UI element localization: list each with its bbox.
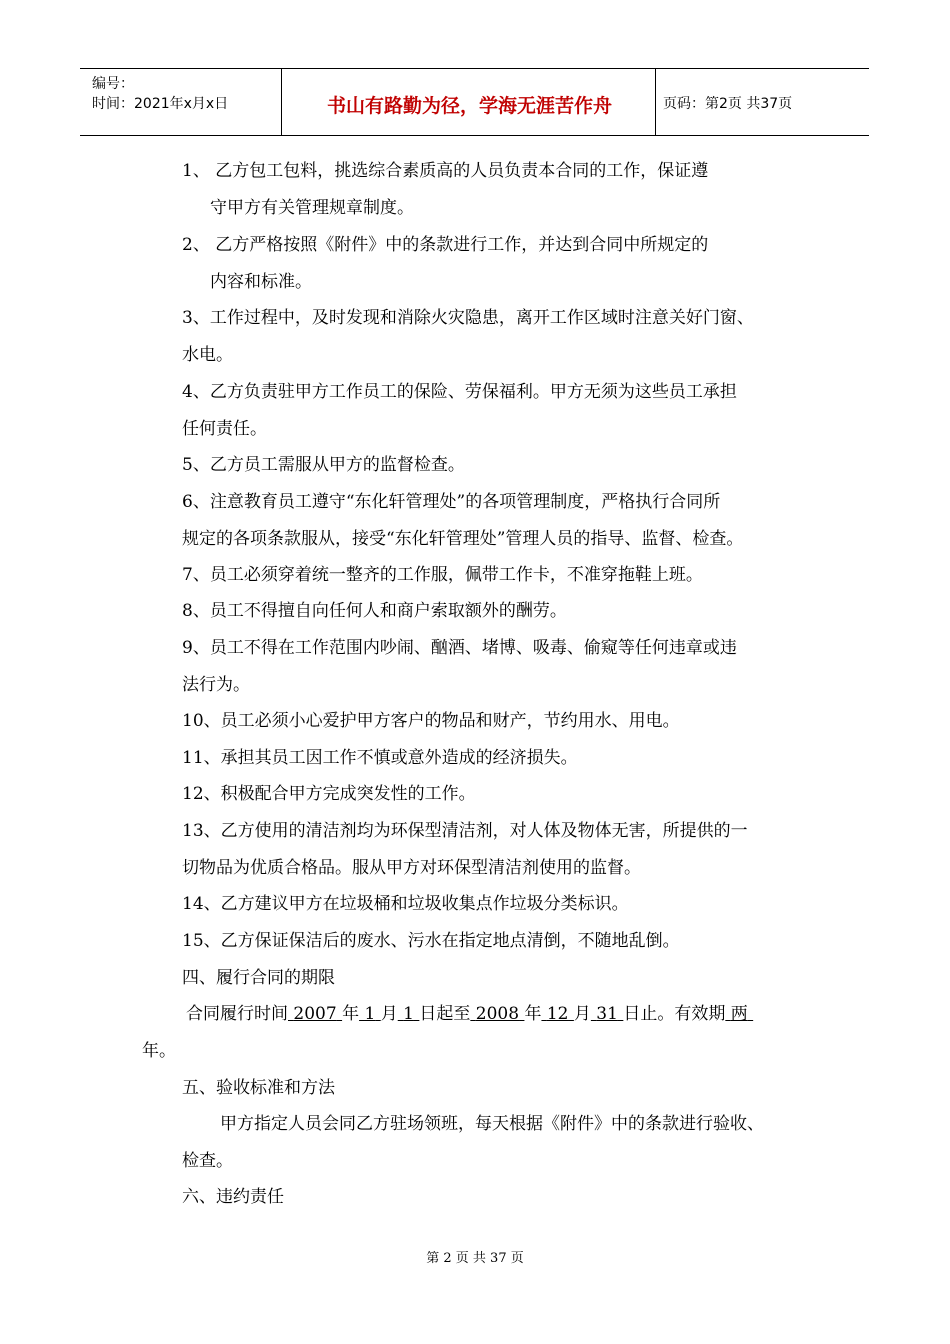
term-text: 年 xyxy=(524,1004,542,1024)
start-day-value xyxy=(398,1004,420,1024)
clause-3-line-1: 3、工作过程中，及时发现和消除火灾隐患，离开工作区域时注意关好门窗、 xyxy=(182,308,754,328)
page-footer: 第 2 页 共 37 页 xyxy=(426,1251,524,1266)
section-5-body-line-1: 甲方指定人员会同乙方驻场领班，每天根据《附件》中的条款进行验收、 xyxy=(220,1114,764,1134)
start-month: 1 xyxy=(364,1004,376,1024)
contract-term-line xyxy=(186,1003,753,1025)
validity-period: 两 xyxy=(730,1004,748,1024)
end-year: 2008 xyxy=(475,1004,520,1024)
clause-2-line-2: 内容和标准。 xyxy=(210,272,312,292)
clause-1-line-2: 守甲方有关管理规章制度。 xyxy=(210,198,414,218)
clause-4-line-2: 任何责任。 xyxy=(182,419,267,439)
section-6-heading: 六、违约责任 xyxy=(182,1187,284,1207)
start-day: 1 xyxy=(403,1004,414,1024)
clause-15: 15、乙方保证保洁后的废水、污水在指定地点清倒，不随地乱倒。 xyxy=(182,931,680,951)
clause-7: 7、员工必须穿着统一整齐的工作服，佩带工作卡，不准穿拖鞋上班。 xyxy=(182,565,703,585)
term-text: 合同履行时间 xyxy=(186,1004,288,1024)
end-month: 12 xyxy=(546,1004,569,1024)
time-label: 时间：2021年x月x日 xyxy=(92,96,229,112)
clause-6-line-1: 6、注意教育员工遵守“东化轩管理处”的各项管理制度，严格执行合同所 xyxy=(182,492,721,512)
clause-9-line-2: 法行为。 xyxy=(182,675,250,695)
clause-9-line-1: 9、员工不得在工作范围内吵闹、酗酒、堵博、吸毒、偷窥等任何违章或违 xyxy=(182,638,737,658)
clause-2-line-1: 2、 乙方严格按照《附件》中的条款进行工作，并达到合同中所规定的 xyxy=(182,235,709,255)
term-text: 月 xyxy=(380,1004,398,1024)
clause-11: 11、承担其员工因工作不慎或意外造成的经济损失。 xyxy=(182,748,578,768)
clause-12: 12、积极配合甲方完成突发性的工作。 xyxy=(182,784,476,804)
clause-5: 5、乙方员工需服从甲方的监督检查。 xyxy=(182,455,465,475)
term-text: 年 xyxy=(342,1004,360,1024)
start-month-value xyxy=(359,1004,381,1024)
end-month-value xyxy=(541,1004,573,1024)
clause-1-line-1: 1、 乙方包工包料，挑选综合素质高的人员负责本合同的工作，保证遵 xyxy=(182,161,709,181)
number-label: 编号： xyxy=(92,76,134,92)
term-text: 日起至 xyxy=(419,1004,471,1024)
section-4-heading: 四、履行合同的期限 xyxy=(182,968,335,988)
start-year: 2007 xyxy=(293,1004,337,1024)
header-motto: 书山有路勤为径，学海无涯苦作舟 xyxy=(326,95,612,117)
header-meta xyxy=(92,74,228,114)
clause-8: 8、员工不得擅自向任何人和商户索取额外的酬劳。 xyxy=(182,601,567,621)
section-5-body-line-2: 检查。 xyxy=(182,1151,233,1171)
clause-6-line-2: 规定的各项条款服从，接受“东化轩管理处”管理人员的指导、监督、检查。 xyxy=(182,529,744,549)
clause-3-line-2: 水电。 xyxy=(182,345,233,365)
period-value xyxy=(725,1004,753,1024)
contract-term-line-2: 年。 xyxy=(142,1041,176,1061)
term-text: 月 xyxy=(573,1004,591,1024)
term-text: 日止。有效期 xyxy=(623,1004,726,1024)
clause-14: 14、乙方建议甲方在垃圾桶和垃圾收集点作垃圾分类标识。 xyxy=(182,894,629,914)
end-day: 31 xyxy=(596,1004,618,1024)
clause-4-line-1: 4、乙方负责驻甲方工作员工的保险、劳保福利。甲方无须为这些员工承担 xyxy=(182,382,737,402)
start-year-value xyxy=(288,1004,342,1024)
section-5-heading: 五、验收标准和方法 xyxy=(182,1078,335,1098)
end-year-value xyxy=(470,1004,524,1024)
header-page-label: 页码：第2页 共37页 xyxy=(663,96,793,112)
clause-13-line-2: 切物品为优质合格品。服从甲方对环保型清洁剂使用的监督。 xyxy=(182,858,641,878)
end-day-value xyxy=(591,1004,623,1024)
clause-13-line-1: 13、乙方使用的清洁剂均为环保型清洁剂，对人体及物体无害，所提供的一 xyxy=(182,821,748,841)
clause-10: 10、员工必须小心爱护甲方客户的物品和财产，节约用水、用电。 xyxy=(182,711,680,731)
page-header xyxy=(80,68,869,136)
